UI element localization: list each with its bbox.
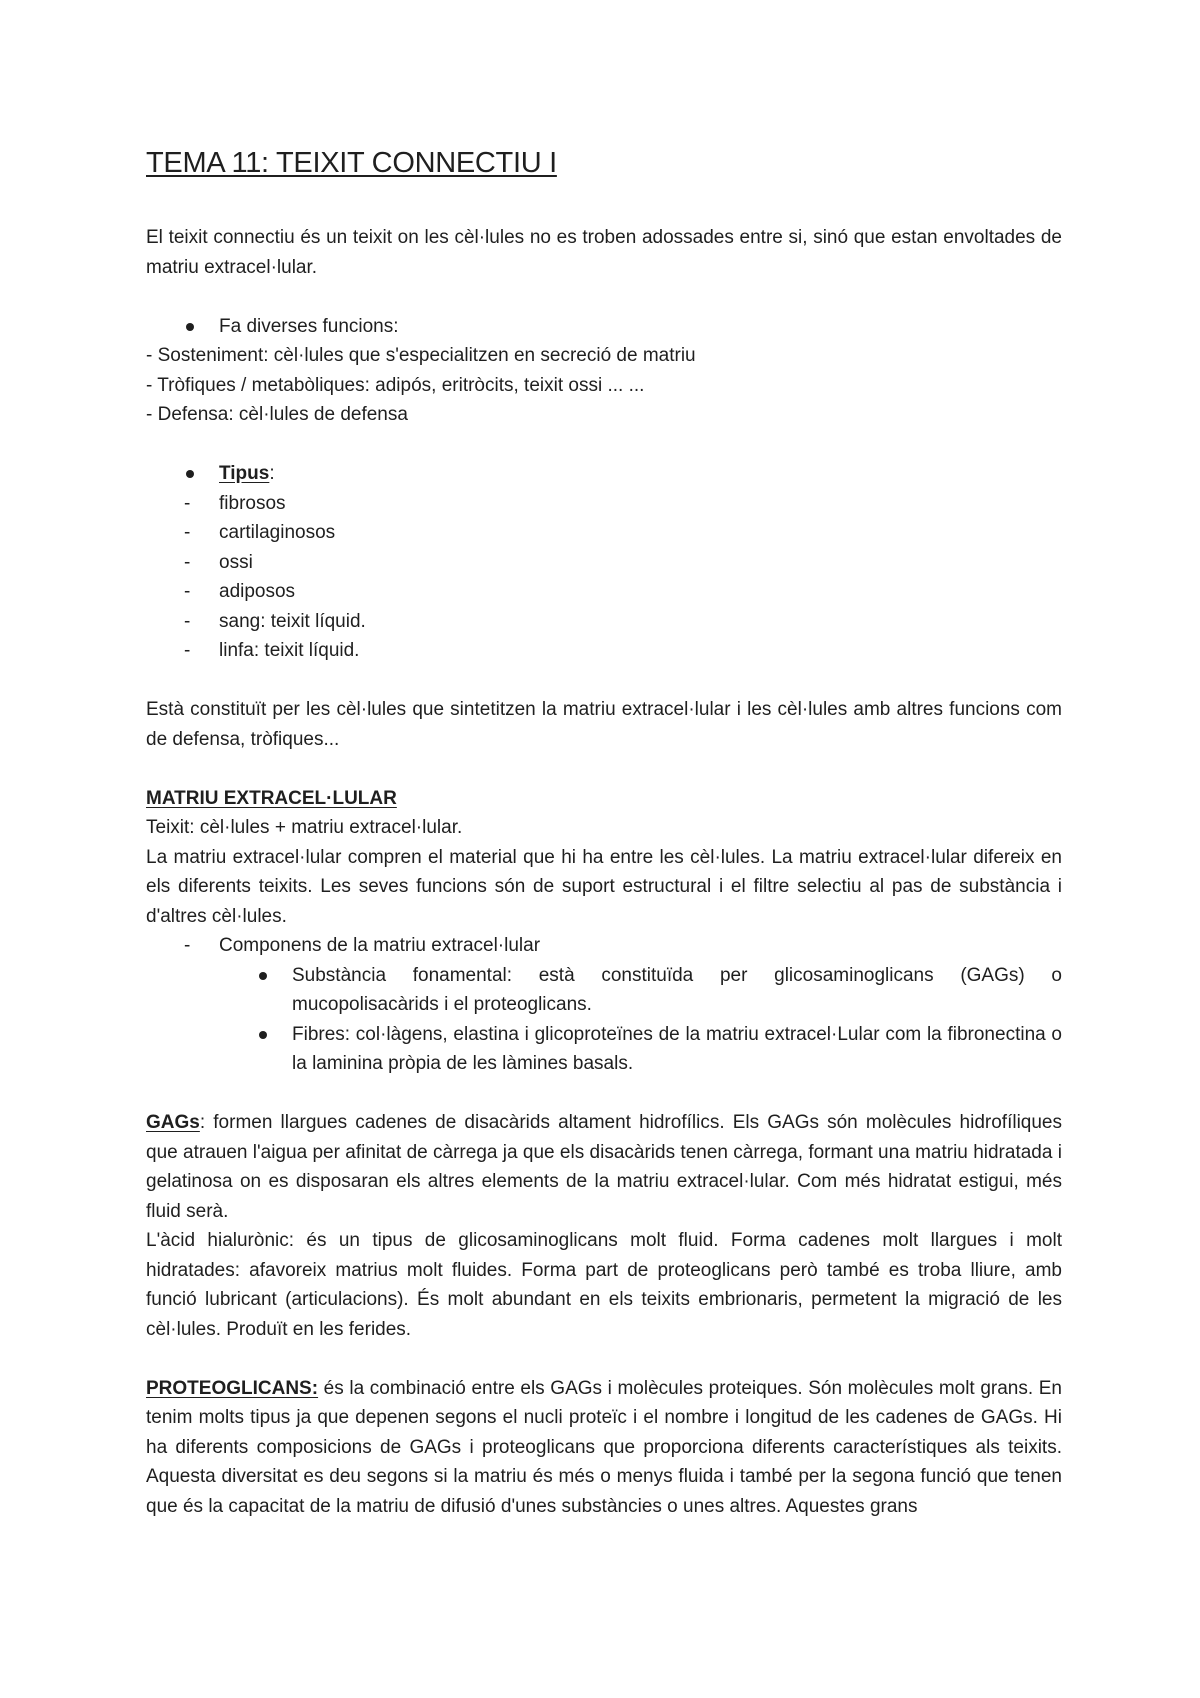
dash-marker: - bbox=[184, 935, 191, 956]
gags-paragraph bbox=[146, 1108, 1062, 1226]
components-item bbox=[146, 931, 1062, 961]
component-text: Fibres: col·làgens, elastina i glicoproteïnes de la matriu extracel·Lular com la fibronectina o la laminina pròpia de les làmines basals. bbox=[292, 1023, 1062, 1074]
constitution-paragraph: Està constituït per les cèl·lules que sintetitzen la matriu extracel·lular i les cèl·lules amb altres funcions com de defensa, tròfiques... bbox=[146, 699, 1062, 750]
matrix-paragraph: La matriu extracel·lular compren el material que hi ha entre les cèl·lules. La matriu extracel·lular difereix en els diferents teixits. Les seves funcions són de suport estructural i el filtre selectiu al pas de substància i d'altres cèl·lules. bbox=[146, 846, 1062, 927]
types-label: Tipus bbox=[219, 463, 270, 484]
bullet-dot-icon bbox=[186, 323, 194, 331]
matrix-heading: MATRIU EXTRACEL·LULAR bbox=[146, 787, 397, 809]
dash-marker: - bbox=[184, 551, 191, 573]
spacer bbox=[146, 282, 1062, 312]
bullet-dot-icon bbox=[186, 470, 194, 478]
dash-marker: - bbox=[184, 610, 191, 632]
functions-bullet bbox=[146, 312, 1062, 342]
function-item: - Tròfiques / metabòliques: adipós, eritròcits, teixit ossi ... ... bbox=[146, 374, 645, 396]
spacer bbox=[146, 754, 1062, 784]
component-bullet bbox=[146, 1020, 1062, 1079]
type-item-text: cartilaginosos bbox=[219, 522, 336, 543]
dash-marker: - bbox=[184, 492, 191, 514]
intro-paragraph: El teixit connectiu és un teixit on les cèl·lules no es troben adossades entre si, sinó que estan envoltades de matriu extracel·lular. bbox=[146, 227, 1062, 278]
spacer bbox=[146, 666, 1062, 696]
type-item bbox=[146, 518, 1062, 548]
proteoglycans-text: és la combinació entre els GAGs i molècules proteiques. Són molècules molt grans. En tenim molts tipus ja que depenen segons el nucli proteïc i el nombre i longitud de les cadenes de GAGs. Hi ha diferents composicions de GAGs i proteoglicans que proporciona diferents característiques als teixits. Aquesta diversitat es deu segons si la matriu és més o menys fluida i també per la segona funció que tenen que és la capacitat de la matriu de difusió d'unes substàncies o unes altres. Aquestes grans bbox=[146, 1377, 1062, 1517]
function-item: - Defensa: cèl·lules de defensa bbox=[146, 404, 408, 425]
bullet-dot-icon bbox=[259, 1031, 267, 1039]
type-item-text: sang: teixit líquid. bbox=[219, 610, 366, 632]
dash-marker: - bbox=[184, 522, 191, 543]
spacer bbox=[146, 1079, 1062, 1109]
gags-text: : formen llargues cadenes de disacàrids altament hidrofílics. Els GAGs són molècules hidrofíliques que atrauen l'aigua per afinitat de càrrega ja que els disacàrids tenen càrrega, formant una matriu hidratada i gelatinosa on es disposaran els altres elements de la matriu extracel·lular. Com més hidratat estigui, més fluid serà. bbox=[146, 1112, 1062, 1222]
matrix-line: Teixit: cèl·lules + matriu extracel·lular. bbox=[146, 817, 463, 838]
function-item: - Sosteniment: cèl·lules que s'especialitzen en secreció de matriu bbox=[146, 345, 696, 366]
spacer bbox=[146, 1344, 1062, 1374]
component-text: Substància fonamental: està constituïda per glicosaminoglicans (GAGs) o mucopolisacàrids i el proteoglicans. bbox=[292, 964, 1062, 1015]
bullet-dot-icon bbox=[259, 972, 267, 980]
type-item bbox=[146, 548, 1062, 578]
proteoglycans-label: PROTEOGLICANS: bbox=[146, 1377, 319, 1399]
page-title: TEMA 11: TEIXIT CONNECTIU I bbox=[146, 147, 557, 179]
components-label: Componens de la matriu extracel·lular bbox=[219, 935, 541, 956]
type-item bbox=[146, 636, 1062, 666]
component-bullet bbox=[146, 961, 1062, 1020]
gags-label: GAGs bbox=[146, 1112, 200, 1133]
hyaluronic-paragraph: L'àcid hialurònic: és un tipus de glicosaminoglicans molt fluid. Forma cadenes molt llargues i molt hidratades: afavoreix matrius molt fluides. Forma part de proteoglicans però també es troba lliure, amb funció lubricant (articulacions). És molt abundant en els teixits embrionaris, permetent la migració de les cèl·lules. Produït en les ferides. bbox=[146, 1230, 1062, 1340]
functions-bullet-text: Fa diverses funcions: bbox=[219, 315, 399, 337]
dash-marker: - bbox=[184, 640, 191, 661]
dash-marker: - bbox=[184, 581, 191, 602]
types-bullet bbox=[146, 459, 1062, 489]
type-item bbox=[146, 577, 1062, 607]
type-item-text: fibrosos bbox=[219, 492, 286, 514]
types-suffix: : bbox=[269, 463, 275, 484]
spacer bbox=[146, 430, 1062, 460]
type-item-text: ossi bbox=[219, 551, 253, 573]
type-item bbox=[146, 607, 1062, 637]
type-item-text: adiposos bbox=[219, 581, 296, 602]
type-item-text: linfa: teixit líquid. bbox=[219, 640, 360, 661]
type-item bbox=[146, 489, 1062, 519]
proteoglycans-paragraph bbox=[146, 1374, 1062, 1522]
